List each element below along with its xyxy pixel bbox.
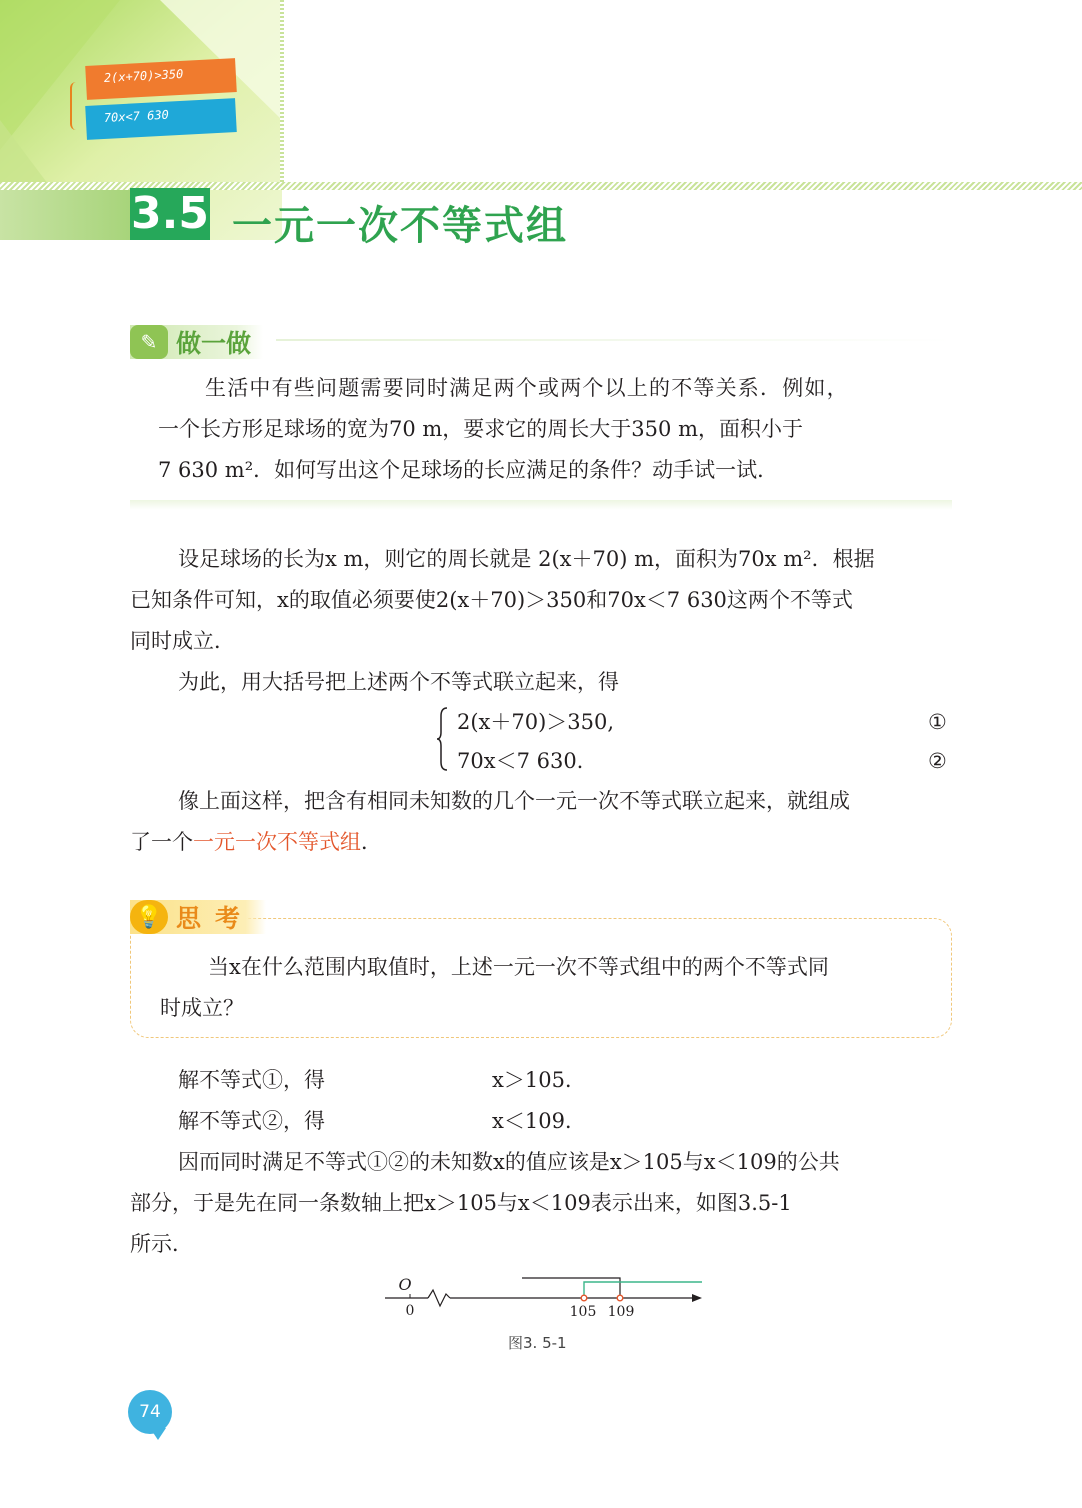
inequality-1-mark: ① [928,710,947,734]
solution-para-line2: 部分，于是先在同一条数轴上把x＞105与x＜109表示出来，如图3.5-1 [130,1191,792,1215]
solution-para-line3: 所示． [130,1232,193,1256]
tick-label-109: 109 [607,1304,635,1320]
tick-label-105: 105 [569,1304,597,1320]
system-brace [436,706,448,772]
inequality-2-mark: ② [928,749,947,773]
think-text-line-2: 时成立？ [160,996,244,1020]
body-para1-line2: 已知条件可知，x的取值必须要使2(x＋70)＞350和70x＜7 630这两个不等式 [130,588,853,612]
header-divider-vertical [280,0,284,186]
page-number-tail [150,1428,166,1440]
para3-suffix: ． [361,830,382,854]
pencil-ruler-icon: ✎ [130,325,168,359]
open-point-105 [581,1295,587,1301]
solve-2-label: 解不等式②，得 [178,1109,325,1133]
think-text-line-1: 当x在什么范围内取值时，上述一元一次不等式组中的两个不等式同 [208,955,829,979]
ribbon-inequality-2: 70x<7 630 [85,98,237,140]
open-point-109 [617,1295,623,1301]
solve-1-result: x＞105. [492,1068,572,1092]
solve-2-result: x＜109. [492,1109,572,1133]
section-band [0,190,132,240]
term-highlight: 一元一次不等式组 [193,830,361,854]
inequality-2: 70x＜7 630. [457,749,584,773]
ray-less-than-109 [522,1278,620,1298]
origin-label: O [398,1275,412,1294]
activity-heading-rule [276,339,952,341]
solve-1-label: 解不等式①，得 [178,1068,325,1092]
activity-text-line-3: 7 630 m²．如何写出这个足球场的长应满足的条件？动手试一试． [158,458,779,482]
activity-box-bottom [130,500,952,510]
page-number-badge: 74 [128,1390,172,1434]
think-heading [130,900,266,934]
think-heading-label: 思考 [176,904,255,933]
body-para3-line1: 像上面这样，把含有相同未知数的几个一元一次不等式联立起来，就组成 [178,789,850,813]
body-para2: 为此，用大括号把上述两个不等式联立起来，得 [178,670,619,694]
body-para1-line1: 设足球场的长为x m，则它的周长就是 2(x＋70) m，面积为70x m²．根据 [178,547,875,571]
ray-greater-than-105 [584,1282,702,1298]
ribbon-brace [70,82,82,130]
inequality-1: 2(x＋70)＞350, [457,710,615,734]
tick-label-0: 0 [405,1303,415,1319]
body-para3-line2 [130,822,382,863]
ribbon-inequality-1: 2(x+70)>350 [85,58,237,100]
figure-caption: 图3. 5-1 [508,1334,567,1352]
solution-para-line1: 因而同时满足不等式①②的未知数x的值应该是x＞105与x＜109的公共 [178,1150,840,1174]
section-number: 3.5 [131,188,209,239]
activity-text-line-2: 一个长方形足球场的宽为70 m，要求它的周长大于350 m，面积小于 [158,417,803,441]
section-title: 一元一次不等式组 [232,203,568,249]
para3-prefix: 了一个 [130,830,193,854]
body-para1-line3: 同时成立． [130,629,235,653]
axis-break [428,1290,450,1306]
activity-heading [130,325,263,359]
number-line-figure [380,1270,710,1330]
activity-heading-label: 做一做 [176,329,252,358]
lightbulb-icon: 💡 [130,900,168,934]
axis-arrow [692,1294,702,1302]
activity-text-line-1: 生活中有些问题需要同时满足两个或两个以上的不等关系．例如， [205,376,849,400]
